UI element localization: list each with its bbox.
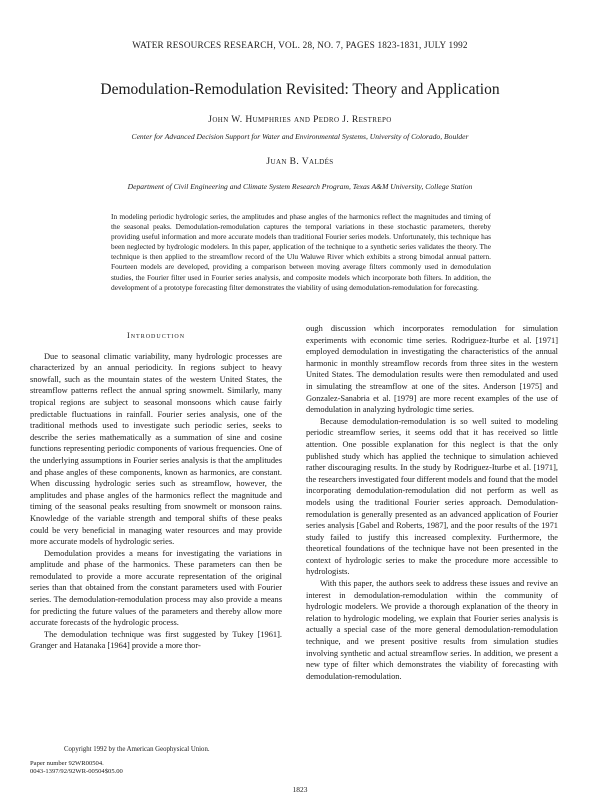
affiliation-1: Center for Advanced Decision Support for Water and Environmental Systems, University of Colorado, Boulder <box>131 132 469 141</box>
left-paragraph: The demodulation technique was first suggested by Tukey [1961]. Granger and Hatanaka [1964] provide a more thor- <box>30 629 282 651</box>
paper-title: Demodulation-Remodulation Revisited: Theory and Application <box>100 81 500 98</box>
right-paragraph: Because demodulation-remodulation is so well suited to modeling periodic streamflow series, it seems odd that it has received so little attention. One possible explanation for this neglect is that the only published study which has applied the technique to simulation achieved rather discouraging results. In the study by Rodriguez-Iturbe et al. [1971], the researchers investigated four different models and found that the model incorporating demodulation-remodulation did not perform as well as models using the traditional Fourier series approach. Demodulation-remodulation is generally presented as an advanced application of Fourier series analysis [Gabel and Roberts, 1987], and the poor results of the 1971 study failed to justify this increased complexity. Furthermore, the theoretical foundations of the technique have not been presented in the context of hydrologic series to make the procedure more accessible to hydrologists. <box>306 416 558 577</box>
left-paragraph: Due to seasonal climatic variability, many hydrologic processes are characterized by an annual periodicity. In regions subject to heavy snowfall, such as the mountain states of the western United States, the streamflow patterns reflect the annual spring snowmelt. Similarly, many tropical regions are subject to seasonal monsoons which cause fairly predictable fluctuations in rainfall. Fourier series analysis, one of the traditional methods used to investigate such periodic series, seeks to describe the series mathematically as a summation of sine and cosine functions representing periodic components of various frequencies. One of the underlying assumptions in Fourier series analysis is that the amplitudes and phase angles of these components, known as harmonics, are constant. When discussing hydrologic series such as streamflow, however, the amplitudes and phase angles of the harmonics reflect the magnitude and timing of the seasonal peaks resulting from snowmelt or monsoon rains. Knowledge of the variable strength and temporal shifts of these peaks could be very beneficial in managing water resources and may provide more accurate models of hydrologic series. <box>30 351 282 547</box>
affiliation-2: Department of Civil Engineering and Climate System Research Program, Texas A&M University, College Station <box>127 182 473 191</box>
issn-code: 0043-1397/92/92WR-00504$05.00 <box>30 768 123 775</box>
copyright-notice: Copyright 1992 by the American Geophysical Union. <box>64 746 210 753</box>
paper-identifiers <box>30 756 230 776</box>
right-paragraph: With this paper, the authors seek to address these issues and revive an interest in demodulation-remodulation within the community of hydrologic modelers. We provide a thorough explanation of the theory in relation to hydrologic modeling, we explain that Fourier series analysis is actually a special case of the more general demodulation-remodulation technique, and we present positive results from simulation studies involving synthetic and actual streamflow series. In addition, we present a new type of filter which demonstrates the viability of forecasting with demodulation-remodulation. <box>306 579 558 681</box>
authors-line-1: John W. Humphries and Pedro J. Restrepo <box>208 115 392 125</box>
right-column <box>306 323 558 682</box>
running-head: WATER RESOURCES RESEARCH, VOL. 28, NO. 7, PAGES 1823-1831, JULY 1992 <box>132 40 468 50</box>
page-number: 1823 <box>292 785 308 794</box>
left-paragraph: Demodulation provides a means for investigating the variations in amplitude and phase of the harmonics. These parameters can then be remodulated to provide a more accurate representation of the original series than that obtained from the constant parameters used with Fourier series. The demodulation-remodulation process may also provide a means for predicting the future values of the parameters and thereby allow more accurate forecasts of the hydrologic process. <box>30 548 282 628</box>
right-paragraph: ough discussion which incorporates remodulation for simulation experiments with economic time series. Rodriguez-Iturbe et al. [1971] employed demodulation in investigating the characteristics of the annual harmonic in monthly streamflow records from three sites in the western United States. The demodulation results were then remodulated and used in simulating the streamflow at one of the sites. Anderson [1975] and Gonzalez-Sanabria et al. [1979] are more recent examples of the use of demodulation in analyzing hydrologic time series. <box>306 324 558 415</box>
left-column <box>30 318 282 652</box>
abstract: In modeling periodic hydrologic series, the amplitudes and phase angles of the harmonics reflect the magnitudes and timing of the seasonal peaks. Demodulation-remodulation captures the temporal variations in these stochastic parameters, thereby providing useful information and more accurate models than traditional Fourier series models. Unfortunately, this technique has been neglected by hydrologic modelers. In this paper, application of the technique to a synthetic series validates the theory. The technique is then applied to the streamflow record of the Ulu Waluwe River which exhibits a strong bimodal annual pattern. Fourteen models are developed, providing a comparison between moving average filters commonly used in demodulation studies, the Fourier filter used in Fourier series analysis, and composite models which incorporate both filters. In addition, the development of a prototype forecasting filter demonstrates the viability of using demodulation-remodulation for forecasting. <box>111 212 491 292</box>
paper-number: Paper number 92WR00504. <box>30 760 104 767</box>
authors-line-2: Juan B. Valdés <box>266 157 334 167</box>
section-heading-introduction: Introduction <box>126 331 186 340</box>
